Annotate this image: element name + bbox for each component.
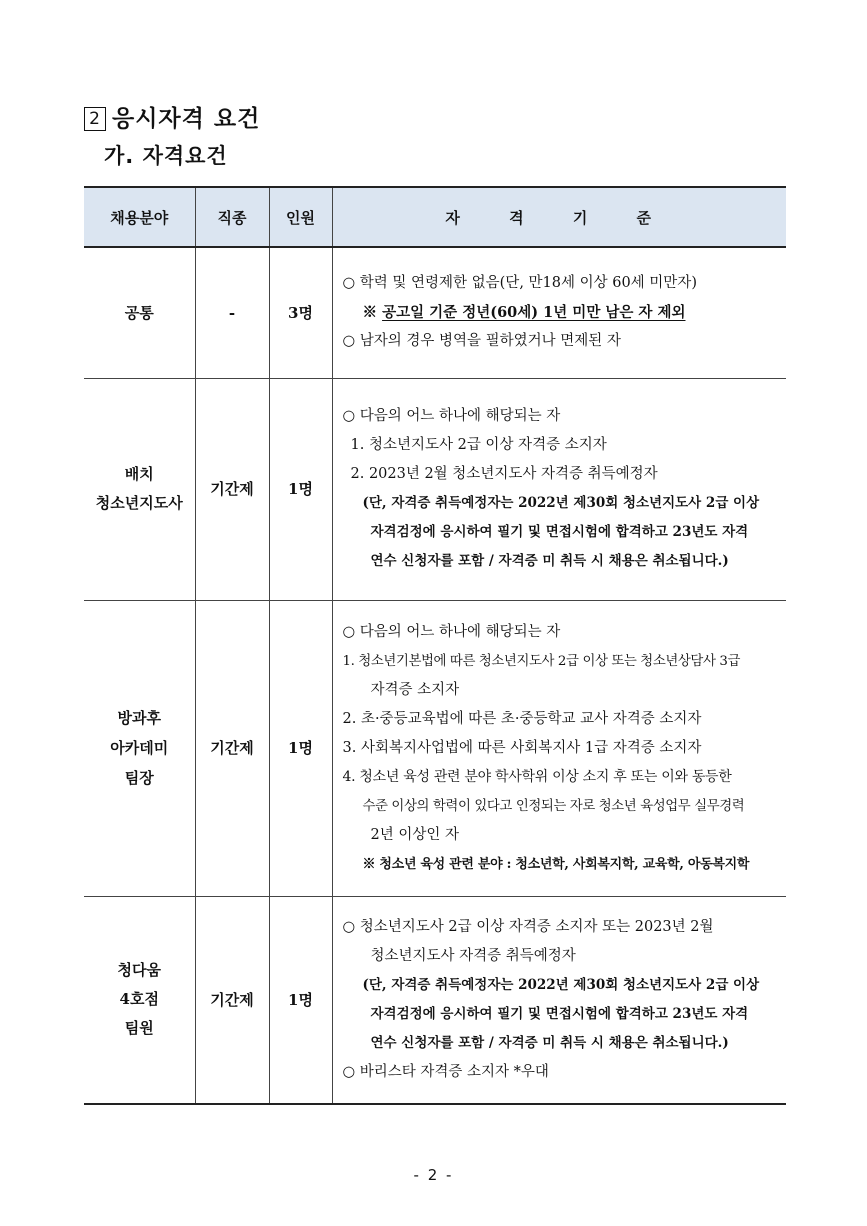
criteria-note-line: ※ 청소년 육성 관련 분야 : 청소년학, 사회복지학, 교육학, 아동복지학	[362, 856, 750, 872]
cell-field	[84, 247, 195, 378]
field-line: 청소년지도사	[95, 494, 183, 512]
cell-job-type: -	[195, 247, 269, 378]
criteria-line: 2. 2023년 2월 청소년지도사 자격증 취득예정자	[350, 466, 658, 482]
criteria-line: 1. 청소년기본법에 따른 청소년지도사 2급 이상 또는 청소년상담사 3급	[342, 653, 741, 669]
note-mark: ※	[362, 304, 377, 322]
table-row	[84, 600, 786, 896]
section-number-box: 2	[84, 107, 106, 131]
criteria-note-line	[343, 298, 783, 327]
table-row	[84, 896, 786, 1104]
criteria-line: 2. 초·중등교육법에 따른 초·중등학교 교사 자격증 소지자	[342, 710, 702, 727]
field-line: 팀장	[124, 769, 154, 787]
field-line: 4호점	[119, 990, 159, 1009]
sub-heading: 가. 자격요건	[104, 144, 228, 168]
criteria-note-line: 자격검정에 응시하여 필기 및 면접시험에 합격하고 23년도 자격	[370, 1005, 749, 1022]
cell-count: 1명	[269, 896, 332, 1104]
table-row	[84, 247, 786, 378]
criteria-note-line: (단, 자격증 취득예정자는 2022년 제30회 청소년지도사 2급 이상	[362, 976, 760, 993]
criteria-note-line: 자격검정에 응시하여 필기 및 면접시험에 합격하고 23년도 자격	[370, 524, 749, 540]
criteria-line: ○ 학력 및 연령제한 없음(단, 만18세 이상 60세 미만자)	[342, 275, 697, 292]
cell-job-type: 기간제	[195, 378, 269, 600]
cell-criteria	[332, 378, 786, 600]
cell-count: 1명	[269, 378, 332, 600]
criteria-note-line: 연수 신청자를 포함 / 자격증 미 취득 시 채용은 취소됩니다.)	[370, 1034, 729, 1051]
criteria-line: ○ 청소년지도사 2급 이상 자격증 소지자 또는 2023년 2월	[342, 918, 714, 935]
cell-criteria	[332, 896, 786, 1104]
table-header-row	[84, 187, 786, 247]
cell-criteria	[332, 600, 786, 896]
criteria-line: ○ 다음의 어느 하나에 해당되는 자	[342, 623, 561, 640]
cell-criteria	[332, 247, 786, 378]
field-line: 공통	[124, 303, 154, 322]
field-line: 배치	[124, 465, 154, 483]
field-line: 청다움	[117, 961, 161, 980]
criteria-line: ○ 다음의 어느 하나에 해당되는 자	[342, 408, 561, 424]
criteria-note-line: 연수 신청자를 포함 / 자격증 미 취득 시 채용은 취소됩니다.)	[370, 553, 729, 569]
criteria-line: 2년 이상인 자	[370, 826, 459, 843]
header-criteria: 자 격 기 준	[332, 187, 786, 247]
criteria-line: 자격증 소지자	[370, 681, 460, 698]
header-count: 인원	[269, 187, 332, 247]
cell-count: 1명	[269, 600, 332, 896]
criteria-note-line: (단, 자격증 취득예정자는 2022년 제30회 청소년지도사 2급 이상	[362, 495, 760, 511]
header-job-type: 직종	[195, 187, 269, 247]
criteria-line: 1. 청소년지도사 2급 이상 자격증 소지자	[350, 437, 607, 453]
criteria-line: ○ 바리스타 자격증 소지자 *우대	[342, 1063, 549, 1080]
section-heading	[84, 100, 260, 133]
requirements-table	[84, 186, 786, 1105]
cell-field	[84, 896, 195, 1104]
criteria-line: 4. 청소년 육성 관련 분야 학사학위 이상 소지 후 또는 이와 동등한	[342, 768, 732, 785]
cell-field	[84, 600, 195, 896]
criteria-line: ○ 남자의 경우 병역을 필하였거나 면제된 자	[342, 333, 621, 350]
criteria-line: 청소년지도사 자격증 취득예정자	[370, 947, 576, 964]
criteria-line: 3. 사회복지사업법에 따른 사회복지사 1급 자격증 소지자	[342, 739, 702, 756]
cell-count: 3명	[269, 247, 332, 378]
header-field: 채용분야	[84, 187, 195, 247]
field-line: 방과후	[117, 709, 161, 727]
criteria-line: 수준 이상의 학력이 있다고 인정되는 자로 청소년 육성업무 실무경력	[362, 798, 745, 814]
note-underlined-text: 공고일 기준 정년(60세) 1년 미만 남은 자 제외	[382, 304, 686, 322]
section-heading-text: 응시자격 요건	[112, 106, 261, 132]
field-line: 아카데미	[110, 739, 169, 757]
cell-job-type: 기간제	[195, 600, 269, 896]
page-number: - 2 -	[413, 1166, 454, 1184]
cell-field	[84, 378, 195, 600]
cell-job-type: 기간제	[195, 896, 269, 1104]
table-row	[84, 378, 786, 600]
field-line: 팀원	[124, 1019, 154, 1038]
